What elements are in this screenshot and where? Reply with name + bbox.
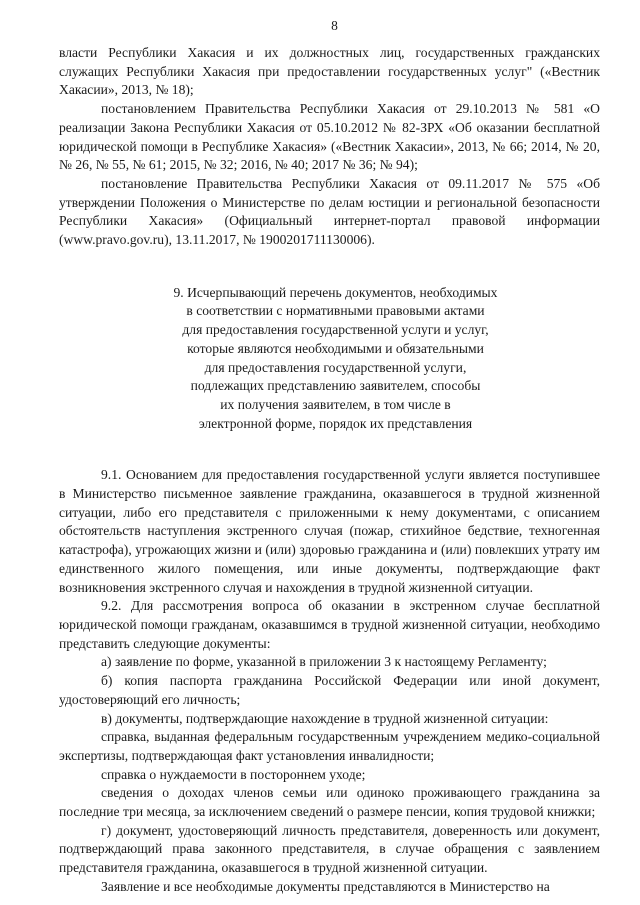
body-paragraph: Заявление и все необходимые документы представляются в Министерство на	[101, 878, 550, 894]
section-heading-line: для предоставления государственной услуги,	[204, 359, 467, 375]
body-block	[59, 466, 600, 896]
section-heading-line: в соответствии с нормативными правовыми актами	[186, 303, 485, 319]
page-number: 8	[331, 18, 338, 33]
section-heading	[59, 284, 600, 434]
section-heading-line: для предоставления государственной услуги и услуг,	[182, 322, 489, 338]
list-subitem: справка о нуждаемости в постороннем уходе;	[101, 766, 366, 782]
intro-paragraph: власти Республики Хакасия и их должностных лиц, государственных гражданских служащих Республики Хакасия при предоставлении государственных услуг" («Вестник Хакасии», 2013, № 18);	[59, 45, 600, 98]
list-item: а) заявление по форме, указанной в приложении 3 к настоящему Регламенту;	[101, 654, 547, 670]
list-subitem: сведения о доходах членов семьи или одиноко проживающего гражданина за последние три месяца, за исключением сведений о размере пенсии, копия трудовой книжки;	[59, 785, 600, 820]
list-item: г) документ, удостоверяющий личность представителя, доверенность или документ, подтверждающий права законного представителя, в случае обращения с заявлением представителя гражданина, оказавшегося в трудной жизненной ситуации.	[59, 822, 600, 876]
section-heading-line: которые являются необходимыми и обязательными	[187, 340, 484, 356]
section-heading-line: подлежащих представлению заявителем, способы	[190, 378, 481, 394]
body-paragraph: 9.2. Для рассмотрения вопроса об оказании в экстренном случае бесплатной юридической помощи гражданам, оказавшимся в трудной жизненной ситуации, необходимо представить следующие документы:	[59, 598, 600, 651]
list-item: б) копия паспорта гражданина Российской Федерации или иной документ, удостоверяющий его личность;	[59, 673, 600, 707]
list-subitem: справка, выданная федеральным государственным учреждением медико-социальной экспертизы, подтверждающая факт установления инвалидности;	[59, 729, 600, 763]
section-heading-line: их получения заявителем, в том числе в	[220, 396, 451, 412]
list-item: в) документы, подтверждающие нахождение в трудной жизненной ситуации:	[101, 710, 549, 726]
section-heading-line: 9. Исчерпывающий перечень документов, необходимых	[173, 284, 498, 300]
intro-paragraph: постановление Правительства Республики Хакасия от 09.11.2017 № 575 «Об утверждении Положения о Министерстве по делам юстиции и региональной безопасности Республики Хакасия» (Официальный интернет-портал правовой информации (www.pravo.gov.ru), 13.11.2017, № 1900201711130006).	[59, 175, 600, 248]
section-heading-line: электронной форме, порядок их представления	[198, 415, 473, 431]
intro-paragraph: постановлением Правительства Республики Хакасия от 29.10.2013 № 581 «О реализации Закона Республики Хакасия от 05.10.2012 № 82-ЗРХ «Об оказании бесплатной юридической помощи в Республике Хакасия» («Вестник Хакасии», 2013, № 66; 2014, № 20, № 26, № 55, № 61; 2015, № 32; 2016, № 40; 2017 № 36; № 94);	[59, 101, 600, 173]
intro-block	[59, 44, 600, 250]
body-paragraph: 9.1. Основанием для предоставления государственной услуги является поступившее в Министерство письменное заявление гражданина, оказавшегося в трудной жизненной ситуации, либо его представителя с приложенными к нему документами, с описанием обстоятельств наступления экстренного случая (пожар, стихийное бедствие, техногенная катастрофа), угрожающих жизни и (или) здоровью гражданина и (или) повлекших утрату им единственного жилого помещения, или иные документы, подтверждающие факт возникновения экстренного случая и нахождения в трудной жизненной ситуации.	[59, 467, 600, 595]
